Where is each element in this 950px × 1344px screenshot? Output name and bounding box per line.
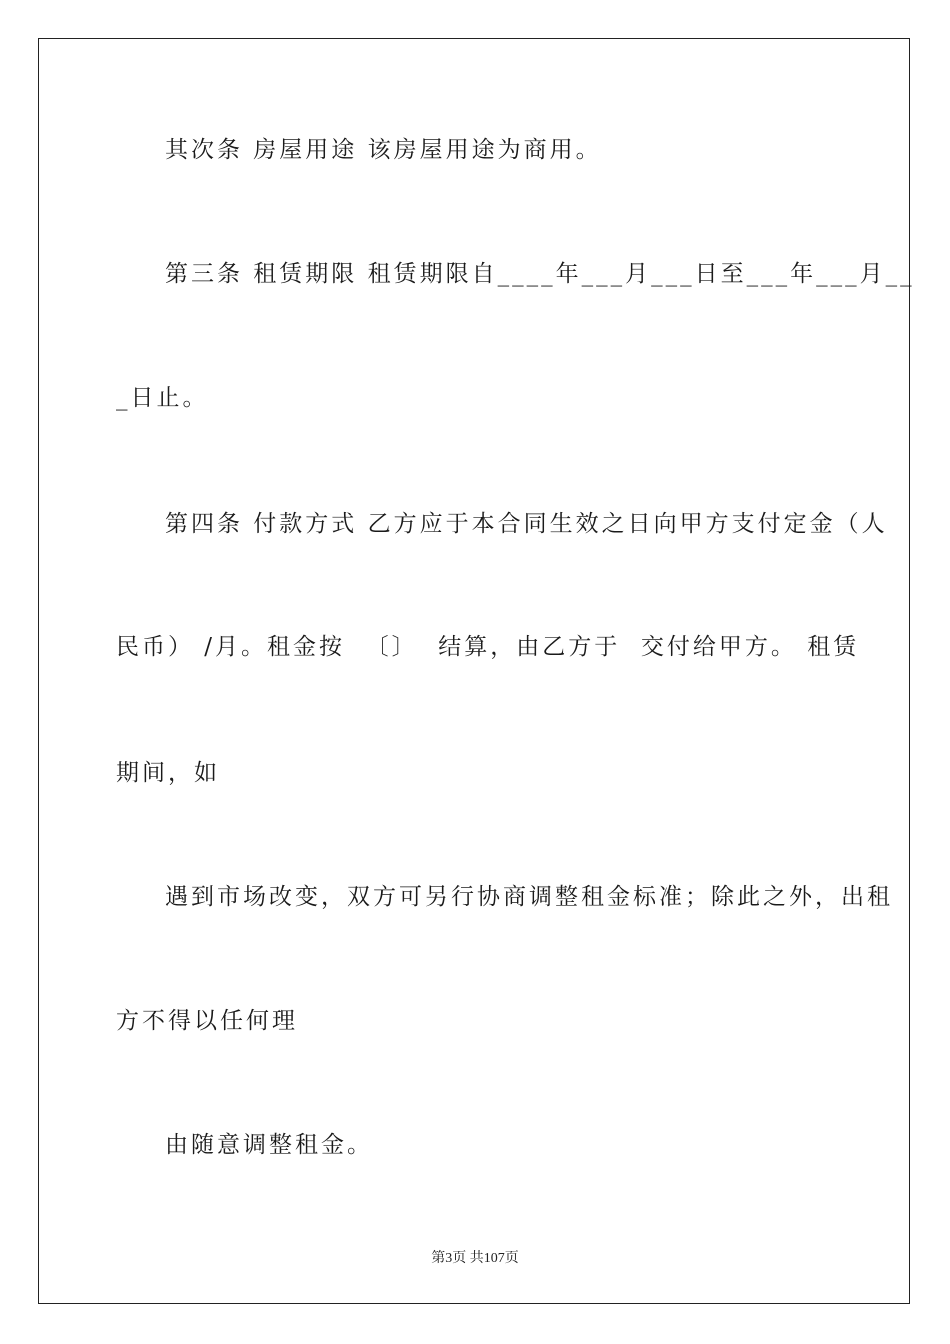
clause-3-term-cont: _日止。: [116, 385, 209, 411]
clause-4-payment-cont-2: 期间，如: [116, 760, 220, 786]
clause-4-payment-cont-1: 民币） /月。租金按 〔〕 结算，由乙方于 交付给甲方。 租赁: [116, 634, 860, 660]
clause-4-payment-cont-3: 遇到市场改变，双方可另行协商调整租金标准；除此之外，出租: [165, 884, 893, 910]
clause-4-payment-cont-4: 方不得以任何理: [116, 1008, 298, 1034]
clause-4-payment: 第四条 付款方式 乙方应于本合同生效之日向甲方支付定金（人: [165, 511, 888, 537]
clause-3-term: 第三条 租赁期限 租赁期限自____年___月___日至___年___月__: [165, 261, 915, 287]
page-footer: 第3页 共107页: [431, 1251, 519, 1266]
clause-4-payment-cont-5: 由随意调整租金。: [165, 1132, 373, 1158]
page-border: [38, 38, 910, 1304]
clause-2-usage: 其次条 房屋用途 该房屋用途为商用。: [165, 137, 602, 163]
